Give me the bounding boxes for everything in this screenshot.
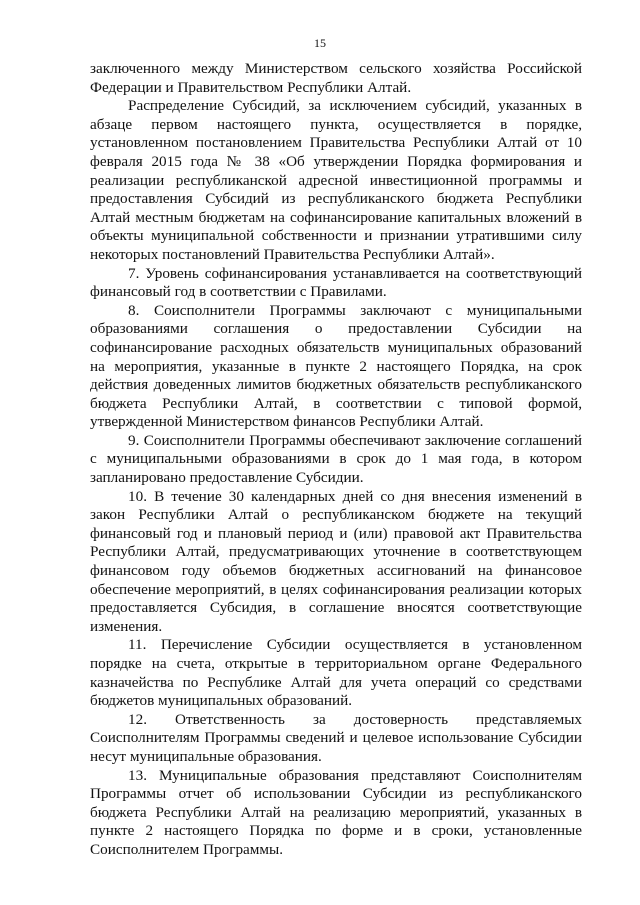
document-body <box>90 60 582 860</box>
paragraph-item-10: 10. В течение 30 календарных дней со дня внесения изменений в закон Республики Алтай о республиканском бюджете на текущий финансовый год и плановый период и (или) правовой акт Правительства Республики Алтай, предусматривающих уточнение в соответствующем финансовом году объемов бюджетных ассигнований на финансовое обеспечение мероприятий, в целях софинансирования реализации которых предоставляется Субсидия, в соглашение вносятся соответствующие изменения. <box>90 487 582 635</box>
paragraph-item-7: 7. Уровень софинансирования устанавливается на соответствующий финансовый год в соответствии с Правилами. <box>90 264 582 301</box>
paragraph-item-11: 11. Перечисление Субсидии осуществляется в установленном порядке на счета, открытые в территориальном органе Федерального казначейства по Республике Алтай для учета операций со средствами бюджетов муниципальных образований. <box>90 636 582 710</box>
paragraph-item-8: 8. Соисполнители Программы заключают с муниципальными образованиями соглашения о предоставлении Субсидии на софинансирование расходных обязательств муниципальных образований на мероприятия, указанные в пункте 2 настоящего Порядка, на срок действия доведенных лимитов бюджетных обязательств республиканского бюджета Республики Алтай, в соответствии с типовой формой, утвержденной Министерством финансов Республики Алтай. <box>90 301 582 431</box>
paragraph-subsidy-distribution: Распределение Субсидий, за исключением субсидий, указанных в абзаце первом настоящего пункта, осуществляется в порядке, установленном постановлением Правительства Республики Алтай от 10 февраля 2015 года № 38 «Об утверждении Порядка формирования и реализации республиканской адресной инвестиционной программы и предоставления Субсидий из республиканского бюджета Республики Алтай местным бюджетам на софинансирование капитальных вложений в объекты муниципальной собственности и признании утратившими силу некоторых постановлений Правительства Республики Алтай». <box>90 97 582 263</box>
paragraph-item-13: 13. Муниципальные образования представляют Соисполнителям Программы отчет об использовании Субсидии из республиканского бюджета Республики Алтай на реализацию мероприятий, указанных в пункте 2 настоящего Порядка по форме и в сроки, установленные Соисполнителем Программы. <box>90 766 582 858</box>
paragraph-item-12: 12. Ответственность за достоверность представляемых Соисполнителям Программы сведений и целевое использование Субсидии несут муниципальные образования. <box>90 710 582 765</box>
paragraph-item-9: 9. Соисполнители Программы обеспечивают заключение соглашений с муниципальными образованиями в срок до 1 мая года, в котором запланировано предоставление Субсидии. <box>90 431 582 487</box>
page-number: 15 <box>314 36 326 50</box>
paragraph-continuation: заключенного между Министерством сельского хозяйства Российской Федерации и Правительством Республики Алтай. <box>90 60 582 96</box>
